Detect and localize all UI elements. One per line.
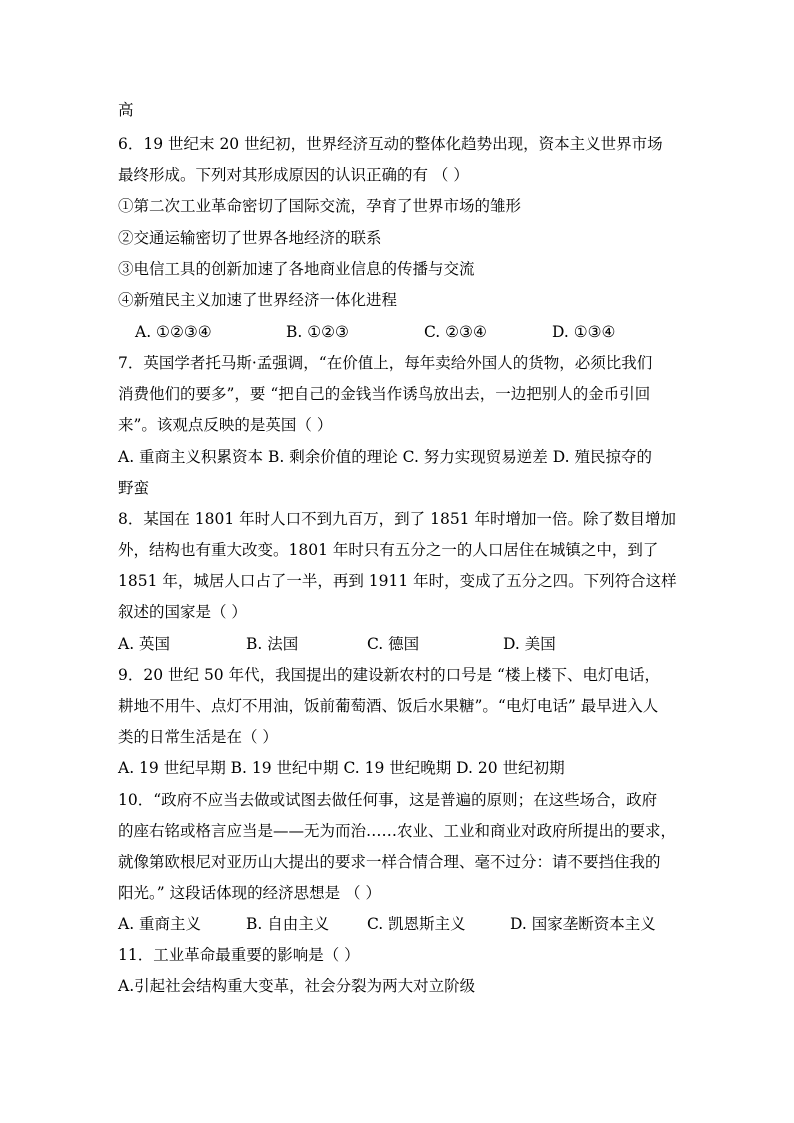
option-b: B. 自由主义	[246, 915, 330, 933]
question-7-stem-line-1: 7．英国学者托马斯·孟强调，“在价值上，每年卖给外国人的货物，必须比我们	[118, 354, 653, 372]
option-a: A. ①②③④	[135, 323, 212, 341]
question-9-stem-line-2: 耕地不用牛、点灯不用油，饭前葡萄酒、饭后水果糖”。“电灯电话” 最早进入人	[118, 697, 659, 715]
question-8-stem-line-4: 叙述的国家是（ ）	[118, 603, 247, 621]
option-d: D. 国家垄断资本主义	[510, 915, 656, 933]
question-10-stem-line-3: 就像第欧根尼对亚历山大提出的要求一样合情合理、毫不过分：请不要挡住我的	[118, 853, 661, 871]
question-9-stem-line-3: 类的日常生活是在（ ）	[118, 728, 278, 746]
question-8-stem-line-1: 8．某国在 1801 年时人口不到九百万，到了 1851 年时增加一倍。除了数目增加	[118, 510, 676, 528]
option-c: C. ②③④	[424, 323, 487, 341]
option-d: D. 美国	[503, 635, 556, 653]
question-7-stem-line-2: 消费他们的要多”，要 “把自己的金钱当作诱鸟放出去，一边把别人的金币引回	[118, 385, 651, 403]
question-6-item-1: ①第二次工业革命密切了国际交流，孕育了世界市场的雏形	[118, 197, 522, 215]
question-8-stem-line-3: 1851 年，城居人口占了一半，再到 1911 年时，变成了五分之四。下列符合这样	[118, 572, 677, 590]
option-c: C. 德国	[367, 635, 420, 653]
option-d: D. ①③④	[552, 323, 616, 341]
question-11-stem: 11．工业革命最重要的影响是（ ）	[118, 946, 360, 964]
question-9-stem-line-1: 9．20 世纪 50 年代，我国提出的建设新农村的口号是 “楼上楼下、电灯电话，	[118, 666, 660, 684]
question-10-stem-line-1: 10．“政府不应当去做或试图去做任何事，这是普遍的原则；在这些场合，政府	[118, 791, 658, 809]
option-b: B. ①②③	[286, 323, 349, 341]
question-7-stem-line-3: 来”。该观点反映的是英国（ ）	[118, 416, 333, 434]
text-line: 高	[118, 101, 134, 119]
option-a: A. 重商主义	[118, 915, 202, 933]
question-10-stem-line-2: 的座右铭或格言应当是——无为而治……农业、工业和商业对政府所提出的要求，	[118, 822, 677, 840]
question-8-stem-line-2: 外，结构也有重大改变。1801 年时只有五分之一的人口居住在城镇之中，到了	[118, 541, 659, 559]
question-6-item-4: ④新殖民主义加速了世界经济一体化进程	[118, 291, 398, 309]
question-6-item-2: ②交通运输密切了世界各地经济的联系	[118, 229, 382, 247]
question-7-options-line-2: 野蛮	[118, 479, 150, 497]
question-10-stem-line-4: 阳光。” 这段话体现的经济思想是 （ ）	[118, 884, 381, 902]
question-7-options-line-1: A. 重商主义积累资本 B. 剩余价值的理论 C. 努力实现贸易逆差 D. 殖民掠夺的	[118, 448, 652, 466]
question-6-stem-line-1: 6．19 世纪末 20 世纪初，世界经济互动的整体化趋势出现，资本主义世界市场	[118, 135, 663, 153]
question-9-options: A. 19 世纪早期 B. 19 世纪中期 C. 19 世纪晚期 D. 20 世纪初期	[118, 759, 565, 777]
option-b: B. 法国	[246, 635, 299, 653]
option-a: A. 英国	[118, 635, 171, 653]
question-6-stem-line-2: 最终形成。下列对其形成原因的认识正确的有 （ ）	[118, 166, 469, 184]
question-6-item-3: ③电信工具的创新加速了各地商业信息的传播与交流	[118, 260, 475, 278]
question-11-option-a: A.引起社会结构重大变革，社会分裂为两大对立阶级	[118, 977, 476, 995]
option-c: C. 凯恩斯主义	[367, 915, 466, 933]
